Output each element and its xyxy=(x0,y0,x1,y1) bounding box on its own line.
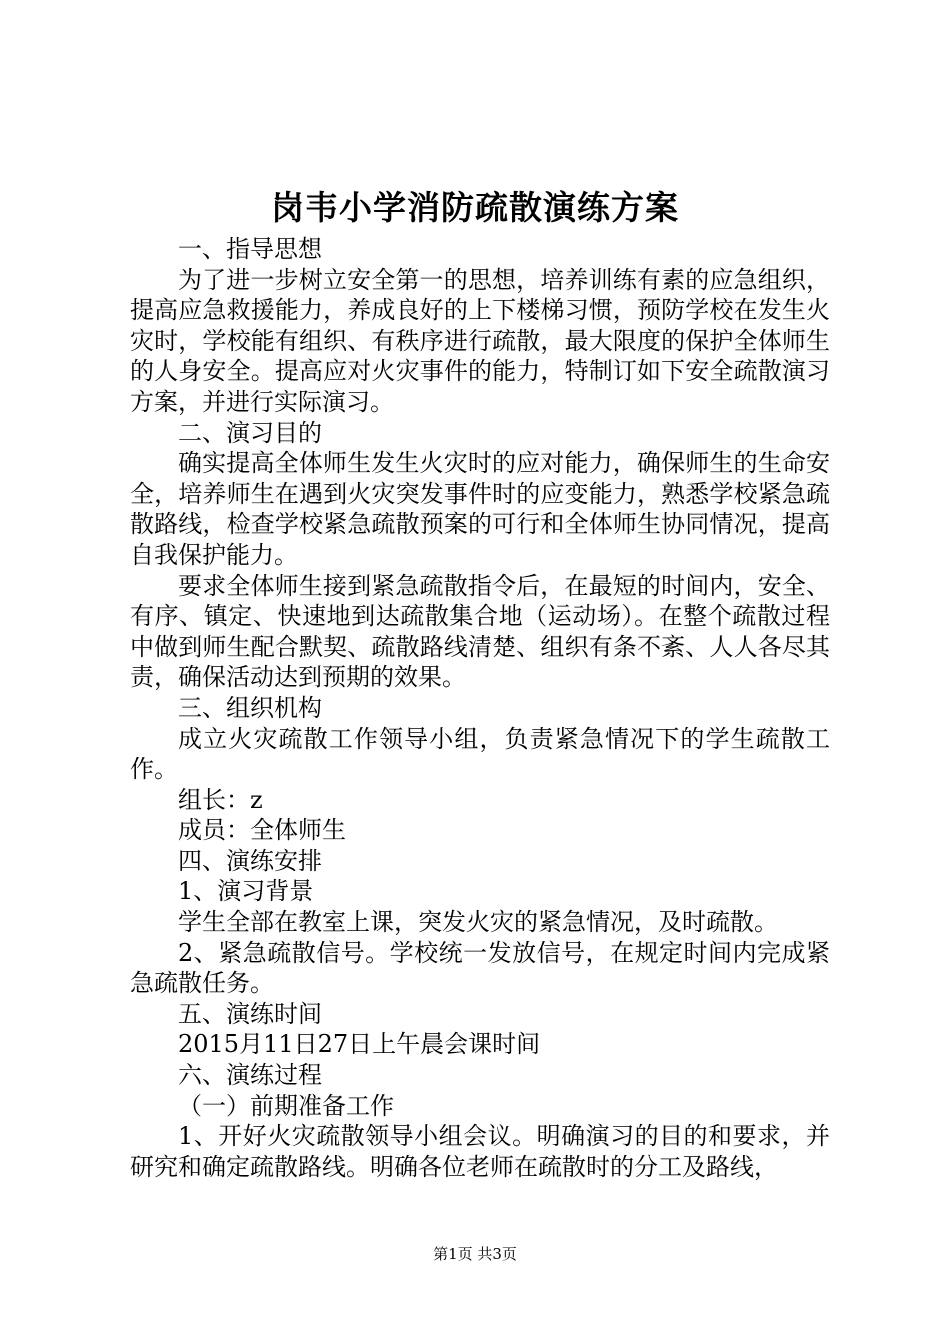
section-heading-drill-arrangement: 四、演练安排 xyxy=(178,846,322,875)
team-members-line: 成员：全体师生 xyxy=(178,816,346,845)
paragraph-drill-purpose: 确实提高全体师生发生火灾时的应对能力，确保师生的生命安全，培养师生在遇到火灾突发事件时的应变能力，熟悉学校紧急疏散路线，检查学校紧急疏散预案的可行和全体师生协同情况，提高自我保护能力。 xyxy=(130,449,830,569)
section-heading-guiding-ideology: 一、指导思想 xyxy=(178,235,322,263)
subheading-preparation: （一）前期准备工作 xyxy=(178,1091,394,1120)
section-heading-drill-time: 五、演练时间 xyxy=(178,999,322,1028)
paragraph-drill-requirements: 要求全体师生接到紧急疏散指令后，在最短的时间内，安全、有序、镇定、快速地到达疏散集合地（运动场）。在整个疏散过程中做到师生配合默契、疏散路线清楚、组织有条不紊、人人各尽其责，确保活动达到预期的效果。 xyxy=(130,571,830,692)
paragraph-organization: 成立火灾疏散工作领导小组，负责紧急情况下的学生疏散工作。 xyxy=(130,724,830,784)
subheading-drill-background: 1、演习背景 xyxy=(178,877,314,906)
paragraph-drill-background: 学生全部在教室上课，突发火灾的紧急情况，及时疏散。 xyxy=(178,908,778,937)
page-number-footer: 第1页 共3页 xyxy=(433,1245,517,1263)
section-heading-drill-process: 六、演练过程 xyxy=(178,1061,322,1090)
document-title: 岗韦小学消防疏散演练方案 xyxy=(271,188,679,227)
paragraph-guiding-ideology: 为了进一步树立安全第一的思想，培养训练有素的应急组织，提高应急救援能力，养成良好的上下楼梯习惯，预防学校在发生火灾时，学校能有组织、有秩序进行疏散，最大限度的保护全体师生的人身安全。提高应对火灾事件的能力，特制订如下安全疏散演习方案，并进行实际演习。 xyxy=(130,265,830,416)
section-heading-drill-purpose: 二、演习目的 xyxy=(178,418,322,447)
document-body xyxy=(130,234,830,1182)
paragraph-preparation-meeting: 1、开好火灾疏散领导小组会议。明确演习的目的和要求，并研究和确定疏散路线。明确各位老师在疏散时的分工及路线， xyxy=(130,1122,830,1181)
paragraph-evacuation-signal: 2、紧急疏散信号。学校统一发放信号，在规定时间内完成紧急疏散任务。 xyxy=(130,938,830,998)
section-heading-organization: 三、组织机构 xyxy=(178,693,322,722)
team-leader-line: 组长：z xyxy=(178,785,263,814)
paragraph-drill-time: 2015月11日27日上午晨会课时间 xyxy=(178,1030,541,1059)
